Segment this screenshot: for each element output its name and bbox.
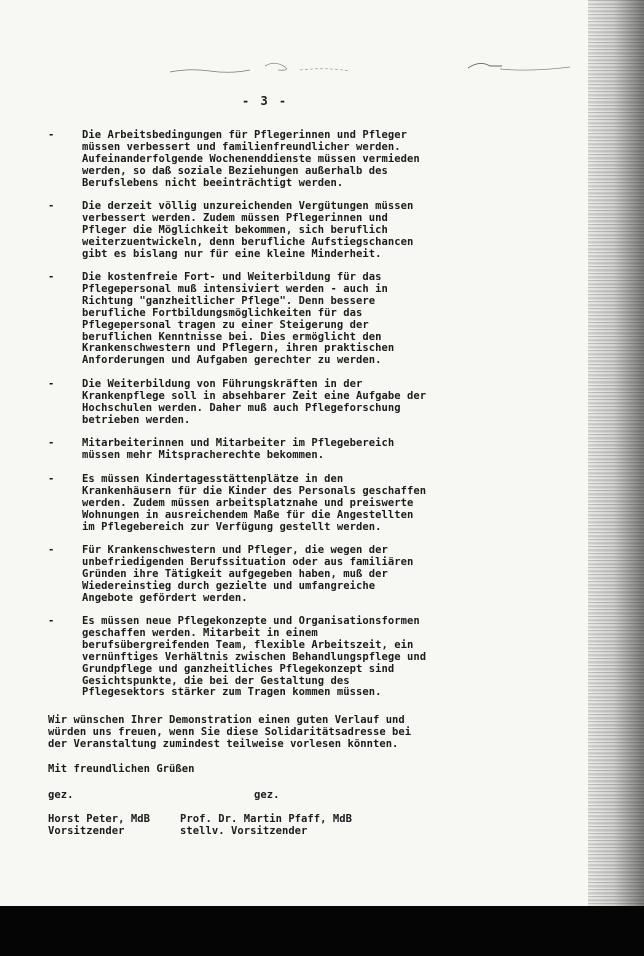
bullet-text [82,272,522,367]
bullet-text [82,201,522,261]
text-line: Berufslebens nicht beeinträchtigt werden. [82,176,344,189]
greeting: Mit freundlichen Grüßen [48,763,195,775]
bullet-dash: - [48,378,55,390]
text-line: der Veranstaltung zumindest teilweise vorlesen könnten. [48,737,399,750]
text-line: Pflegesektors stärker zum Tragen kommen müssen. [82,686,382,699]
text-line: verbessert werden. Zudem müssen Pflegerinnen und [82,211,388,224]
bullet-text [82,438,522,462]
text-line: Die derzeit völlig unzureichenden Vergütungen müssen [82,200,414,212]
bullet-text [82,474,522,534]
text-line: Gründen ihre Tätigkeit aufgegeben haben, muß der [82,567,388,580]
bullet-dash: - [48,615,55,627]
text-line: Aufeinanderfolgende Wochenenddienste müssen vermieden [82,152,420,165]
text-line: im Pflegebereich zur Verfügung gestellt werden. [82,520,382,533]
text-line: berufsübergreifenden Team, flexible Arbeitszeit, ein [82,638,414,651]
bullet-text [82,379,522,427]
text-line: Die Weiterbildung von Führungskräften in der [82,378,363,390]
text-line: Krankenschwestern und Pflegern, ihren praktischen [82,342,395,355]
bullet-dash: - [48,473,55,485]
text-line: Richtung "ganzheitlicher Pflege". Denn bessere [82,294,376,307]
text-line: Anforderungen und Aufgaben gerechter zu werden. [82,354,382,367]
text-line: müssen mehr Mitspracherechte bekommen. [82,448,325,461]
text-line: Es müssen neue Pflegekonzepte und Organisationsformen [82,615,420,627]
text-line: vernünftiges Verhältnis zwischen Behandlungspflege und [82,650,427,663]
page-number: - 3 - [242,94,289,108]
text-line: betrieben werden. [82,413,191,426]
signature-left-role: Vorsitzender [48,825,125,837]
bullet-dash: - [48,129,55,141]
text-line: Krankenhäusern für die Kinder des Personals geschaffen [82,484,427,497]
text-line: Wir wünschen Ihrer Demonstration einen guten Verlauf und [48,714,405,726]
text-line: beruflichen Kenntnisse bei. Dies ermöglicht den [82,330,382,343]
signature-right-name: Prof. Dr. Martin Pfaff, MdB [180,813,353,825]
text-line: Krankenpflege soll in absehbarer Zeit eine Aufgabe der [82,389,427,402]
text-line: unbefriedigenden Berufssituation oder aus familiären [82,555,414,568]
text-line: Mitarbeiterinnen und Mitarbeiter im Pflegebereich [82,437,395,449]
text-line: berufliche Fortbildungsmöglichkeiten für das [82,306,363,319]
text-line: werden. Zudem müssen arbeitsplatznahe und preiswerte [82,496,414,509]
bullet-dash: - [48,437,55,449]
text-line: Wohnungen in ausreichendem Maße für die Angestellten [82,508,414,521]
text-line: geschaffen werden. Mitarbeit in einem [82,626,318,639]
signature-right-gez: gez. [254,789,280,801]
text-line: weiterzuentwickeln, denn berufliche Aufstiegschancen [82,235,414,248]
closing-paragraph [48,715,411,751]
text-line: gibt es bislang nur für eine kleine Minderheit. [82,247,382,260]
text-line: würden uns freuen, wenn Sie diese Solidaritätsadresse bei [48,725,412,738]
text-line: Für Krankenschwestern und Pfleger, die wegen der [82,544,388,556]
signature-left-gez: gez. [48,789,74,801]
text-line: werden, so daß soziale Beziehungen außerhalb des [82,164,388,177]
text-line: müssen verbessert und familienfreundlicher werden. [82,140,401,153]
bullet-dash: - [48,271,55,283]
text-line: Angebote gefördert werden. [82,591,248,604]
text-line: Hochschulen werden. Daher muß auch Pflegeforschung [82,401,401,414]
bullet-dash: - [48,200,55,212]
signature-right-role: stellv. Vorsitzender [180,825,308,837]
text-line: Gesichtspunkte, die bei der Gestaltung des [82,674,350,687]
bullet-text [82,616,522,699]
text-line: Pflegepersonal muß intensiviert werden - auch in [82,282,388,295]
text-line: Wiedereinstieg durch gezielte und umfangreiche [82,579,376,592]
text-line: Pfleger die Möglichkeit bekommen, sich beruflich [82,223,388,236]
text-line: Pflegepersonal tragen zu einer Steigerung der [82,318,369,331]
text-line: Die Arbeitsbedingungen für Pflegerinnen und Pfleger [82,129,407,141]
bullet-text [82,130,522,190]
bullet-dash: - [48,544,55,556]
text-line: Grundpflege und ganzheitliches Pflegekonzept sind [82,662,395,675]
text-line: Die kostenfreie Fort- und Weiterbildung für das [82,271,382,283]
text-line: Es müssen Kindertagesstättenplätze in den [82,473,344,485]
bullet-text [82,545,522,605]
scan-bottom-border [0,906,644,956]
signature-left-name: Horst Peter, MdB [48,813,150,825]
